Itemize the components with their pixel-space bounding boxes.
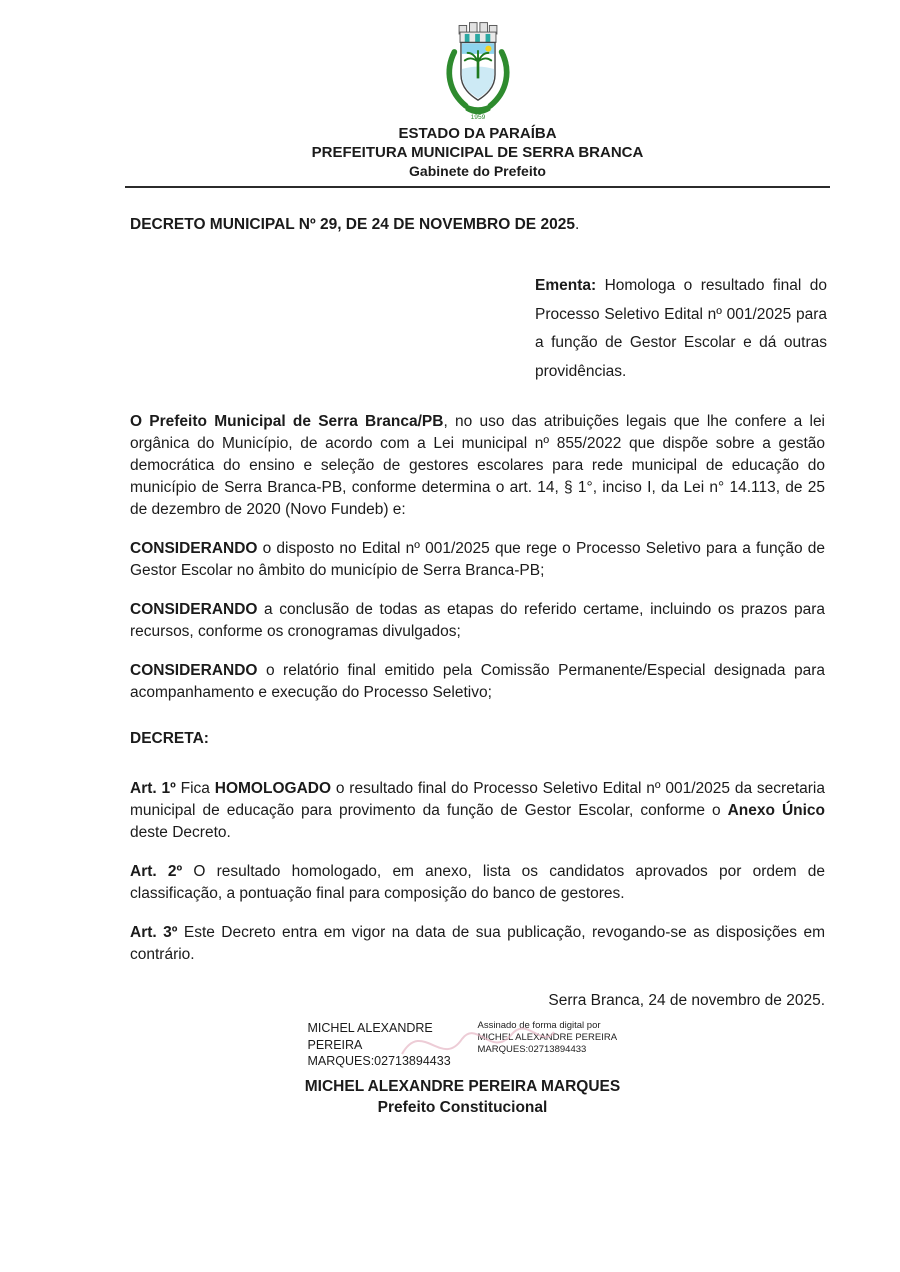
coat-of-arms-icon <box>440 16 516 120</box>
paragraph-considerando-3: CONSIDERANDO o relatório final emitido pela Comissão Permanente/Especial designada para acompanhamento e execução do Processo Seletivo; <box>130 661 825 701</box>
paragraph-considerando-2: CONSIDERANDO a conclusão de todas as etapas do referido certame, incluindo os prazos para recursos, conforme os cronogramas divulgados; <box>130 600 825 640</box>
crest-container <box>130 16 825 120</box>
dateline: Serra Branca, 24 de novembro de 2025. <box>548 991 825 1009</box>
header-municipality: PREFEITURA MUNICIPAL DE SERRA BRANCA <box>311 144 644 161</box>
digital-signature-signer: MICHEL ALEXANDRE PEREIRA MARQUES:02713894433 <box>307 1020 451 1069</box>
paragraph-considerando-1: CONSIDERANDO o disposto no Edital nº 001/2025 que rege o Processo Seletivo para a função de Gestor Escolar no âmbito do município de Serra Branca-PB; <box>130 539 825 579</box>
paragraph-decreta: DECRETA: <box>130 729 209 747</box>
paragraph-art-2: Art. 2º O resultado homologado, em anexo, lista os candidatos aprovados por ordem de classificação, a pontuação final para composição do banco de gestores. <box>130 862 825 902</box>
crest-year-label: 1959 <box>470 114 485 120</box>
signature-name: MICHEL ALEXANDRE PEREIRA MARQUES <box>304 1078 621 1096</box>
header-office: Gabinete do Prefeito <box>409 163 546 179</box>
paragraph-art-1: Art. 1º Fica HOMOLOGADO o resultado final do Processo Seletivo Edital nº 001/2025 da secretaria municipal de educação para provimento da função de Gestor Escolar, conforme o Anexo Único deste Decreto. <box>130 779 826 841</box>
digital-signature-statement: Assinado de forma digital por MICHEL ALEXANDRE PEREIRA MARQUES:02713894433 <box>477 1019 617 1056</box>
document-header <box>130 16 825 188</box>
header-state: ESTADO DA PARAÍBA <box>398 125 557 142</box>
paragraph-preamble: O Prefeito Municipal de Serra Branca/PB, no uso das atribuições legais que lhe confere a lei orgânica do Município, de acordo com a Lei municipal nº 855/2022 que dispõe sobre a gestão democrática do ensino e seleção de gestores escolares para rede municipal de educação do município de Serra Branca-PB, conforme determina o art. 14, § 1°, inciso I, da Lei n° 14.113, de 25 de dezembro de 2020 (Novo Fundeb) e: <box>130 412 826 518</box>
decree-title: DECRETO MUNICIPAL Nº 29, DE 24 DE NOVEMBRO DE 2025. <box>130 216 580 233</box>
decree-body <box>130 411 825 966</box>
digital-signature <box>100 1020 825 1071</box>
paragraph-art-3: Art. 3º Este Decreto entra em vigor na data de sua publicação, revogando-se as disposições em contrário. <box>130 923 825 963</box>
signature-title: Prefeito Constitucional <box>377 1099 548 1117</box>
ementa: Ementa: Homologa o resultado final do Processo Seletivo Edital nº 001/2025 para a função de Gestor Escolar e dá outras providências. <box>535 277 827 381</box>
header-divider <box>125 186 830 188</box>
